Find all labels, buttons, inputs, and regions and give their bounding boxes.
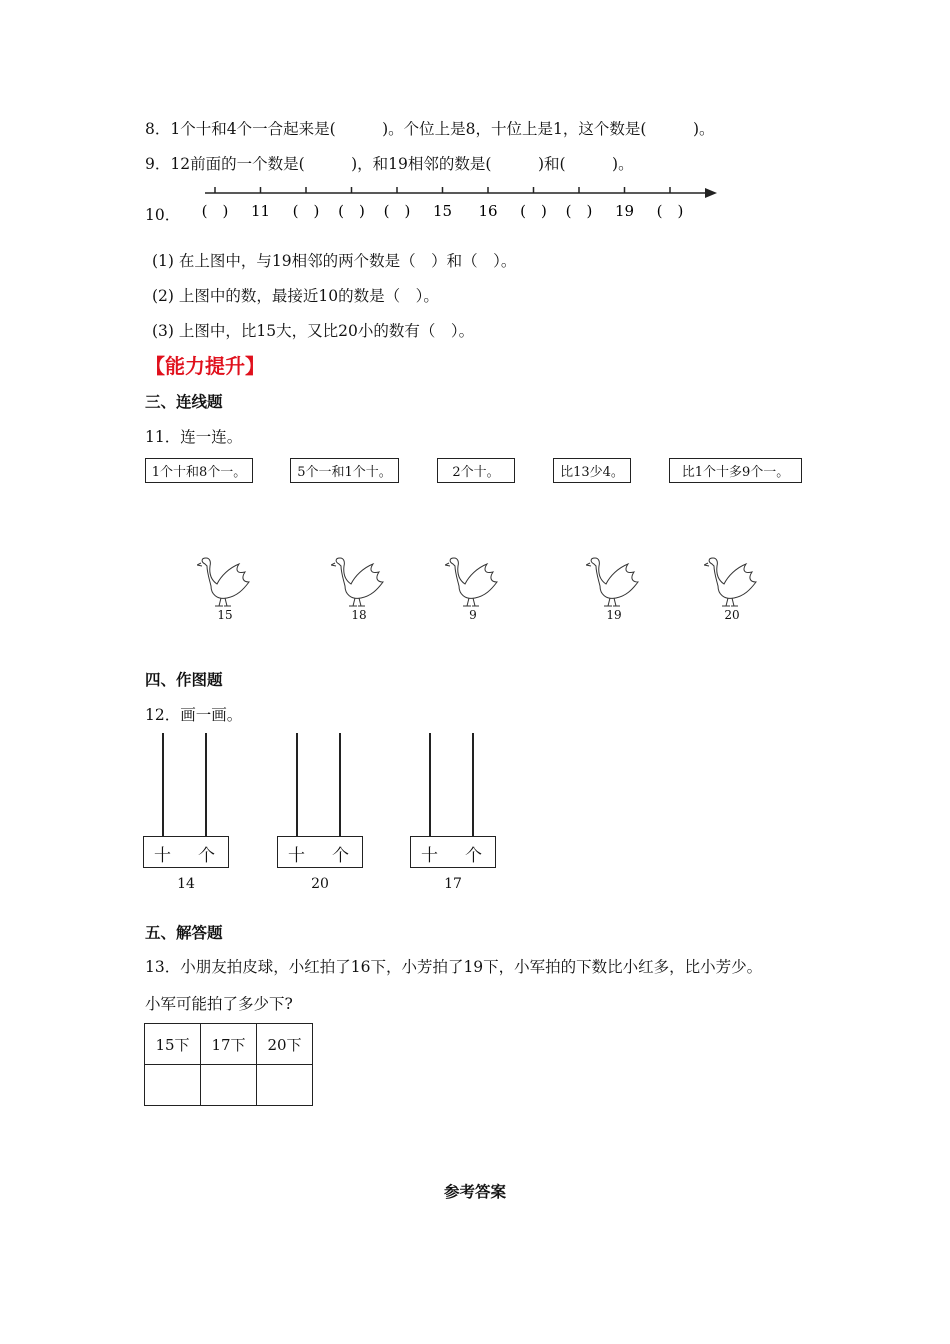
section-5-heading: 五、解答题 [145, 924, 223, 942]
goose-card[interactable] [331, 556, 387, 622]
number-line-label: 11 [250, 202, 271, 220]
question-8: 8．1个十和4个一合起来是( )。个位上是8，十位上是1，这个数是( )。 [145, 120, 715, 138]
goose-icon [586, 556, 642, 610]
number-line-label: 19 [614, 202, 635, 220]
abacus-base [277, 836, 363, 868]
question-13-ask: 小军可能拍了多少下? [145, 995, 293, 1013]
ones-rod[interactable] [472, 733, 474, 837]
section-3-heading: 三、连线题 [145, 393, 223, 411]
question-9: 9．12前面的一个数是( )，和19相邻的数是( )和( )。 [145, 155, 634, 173]
ones-label: 个 [198, 846, 215, 866]
match-box[interactable]: 1个十和8个一。 [145, 458, 253, 483]
abacus[interactable] [277, 733, 367, 893]
tens-rod[interactable] [429, 733, 431, 837]
abacus-base [410, 836, 496, 868]
question-13: 13．小朋友拍皮球，小红拍了16下，小芳拍了19下，小军拍的下数比小红多，比小芳少。 [145, 958, 763, 976]
number-line-label[interactable]: ( ) [383, 202, 411, 220]
goose-card[interactable] [445, 556, 501, 622]
number-line [190, 180, 730, 228]
tens-label: 十 [288, 846, 305, 866]
option-cell: 17下 [201, 1024, 257, 1065]
number-line-label[interactable]: ( ) [520, 202, 547, 220]
goose-icon [197, 556, 253, 610]
goose-number: 9 [469, 608, 477, 622]
ones-label: 个 [332, 846, 349, 866]
answer-table [144, 1023, 313, 1106]
goose-card[interactable] [197, 556, 253, 622]
goose-number: 20 [724, 608, 740, 622]
check-cell[interactable] [257, 1065, 313, 1106]
abacus[interactable] [410, 733, 500, 893]
goose-icon [331, 556, 387, 610]
abacus-number: 14 [177, 876, 195, 892]
goose-number: 18 [351, 608, 367, 622]
ones-rod[interactable] [339, 733, 341, 837]
tens-label: 十 [421, 846, 438, 866]
goose-number: 15 [217, 608, 233, 622]
abacus-number: 17 [444, 876, 462, 892]
question-10-sub-2: (2) 上图中的数，最接近10的数是（ ）。 [152, 287, 439, 305]
number-line-label: 16 [478, 202, 498, 220]
option-cell: 15下 [145, 1024, 201, 1065]
number-line-label[interactable]: ( ) [292, 202, 320, 220]
abacus[interactable] [143, 733, 233, 893]
goose-number: 19 [606, 608, 622, 622]
abacus-base [143, 836, 229, 868]
goose-card[interactable] [586, 556, 642, 622]
tens-label: 十 [154, 846, 171, 866]
option-cell: 20下 [257, 1024, 313, 1065]
question-10-sub-3: (3) 上图中，比15大，又比20小的数有（ ）。 [152, 322, 475, 340]
number-line-label[interactable]: ( ) [201, 202, 229, 220]
check-cell[interactable] [145, 1065, 201, 1106]
tens-rod[interactable] [296, 733, 298, 837]
question-10-sub-1: (1) 在上图中，与19相邻的两个数是（ ）和（ ）。 [152, 252, 517, 270]
number-line-label[interactable]: ( ) [656, 202, 684, 220]
question-11: 11．连一连。 [145, 428, 243, 446]
number-line-label[interactable]: ( ) [565, 202, 593, 220]
ability-heading: 【能力提升】 [145, 354, 265, 378]
ones-rod[interactable] [205, 733, 207, 837]
match-box[interactable]: 比13少4。 [553, 458, 631, 483]
number-line-label[interactable]: ( ) [338, 202, 365, 220]
number-line-label: 15 [432, 202, 453, 220]
goose-icon [445, 556, 501, 610]
check-cell[interactable] [201, 1065, 257, 1106]
answer-heading: 参考答案 [443, 1183, 506, 1201]
goose-icon [704, 556, 760, 610]
goose-card[interactable] [704, 556, 760, 622]
tens-rod[interactable] [162, 733, 164, 837]
section-4-heading: 四、作图题 [145, 671, 223, 689]
match-box[interactable]: 比1个十多9个一。 [669, 458, 802, 483]
match-box[interactable]: 2个十。 [437, 458, 515, 483]
abacus-number: 20 [311, 876, 329, 892]
ones-label: 个 [465, 846, 482, 866]
match-box[interactable]: 5个一和1个十。 [290, 458, 399, 483]
question-10-label: 10． [145, 206, 181, 224]
question-12: 12．画一画。 [145, 706, 243, 724]
